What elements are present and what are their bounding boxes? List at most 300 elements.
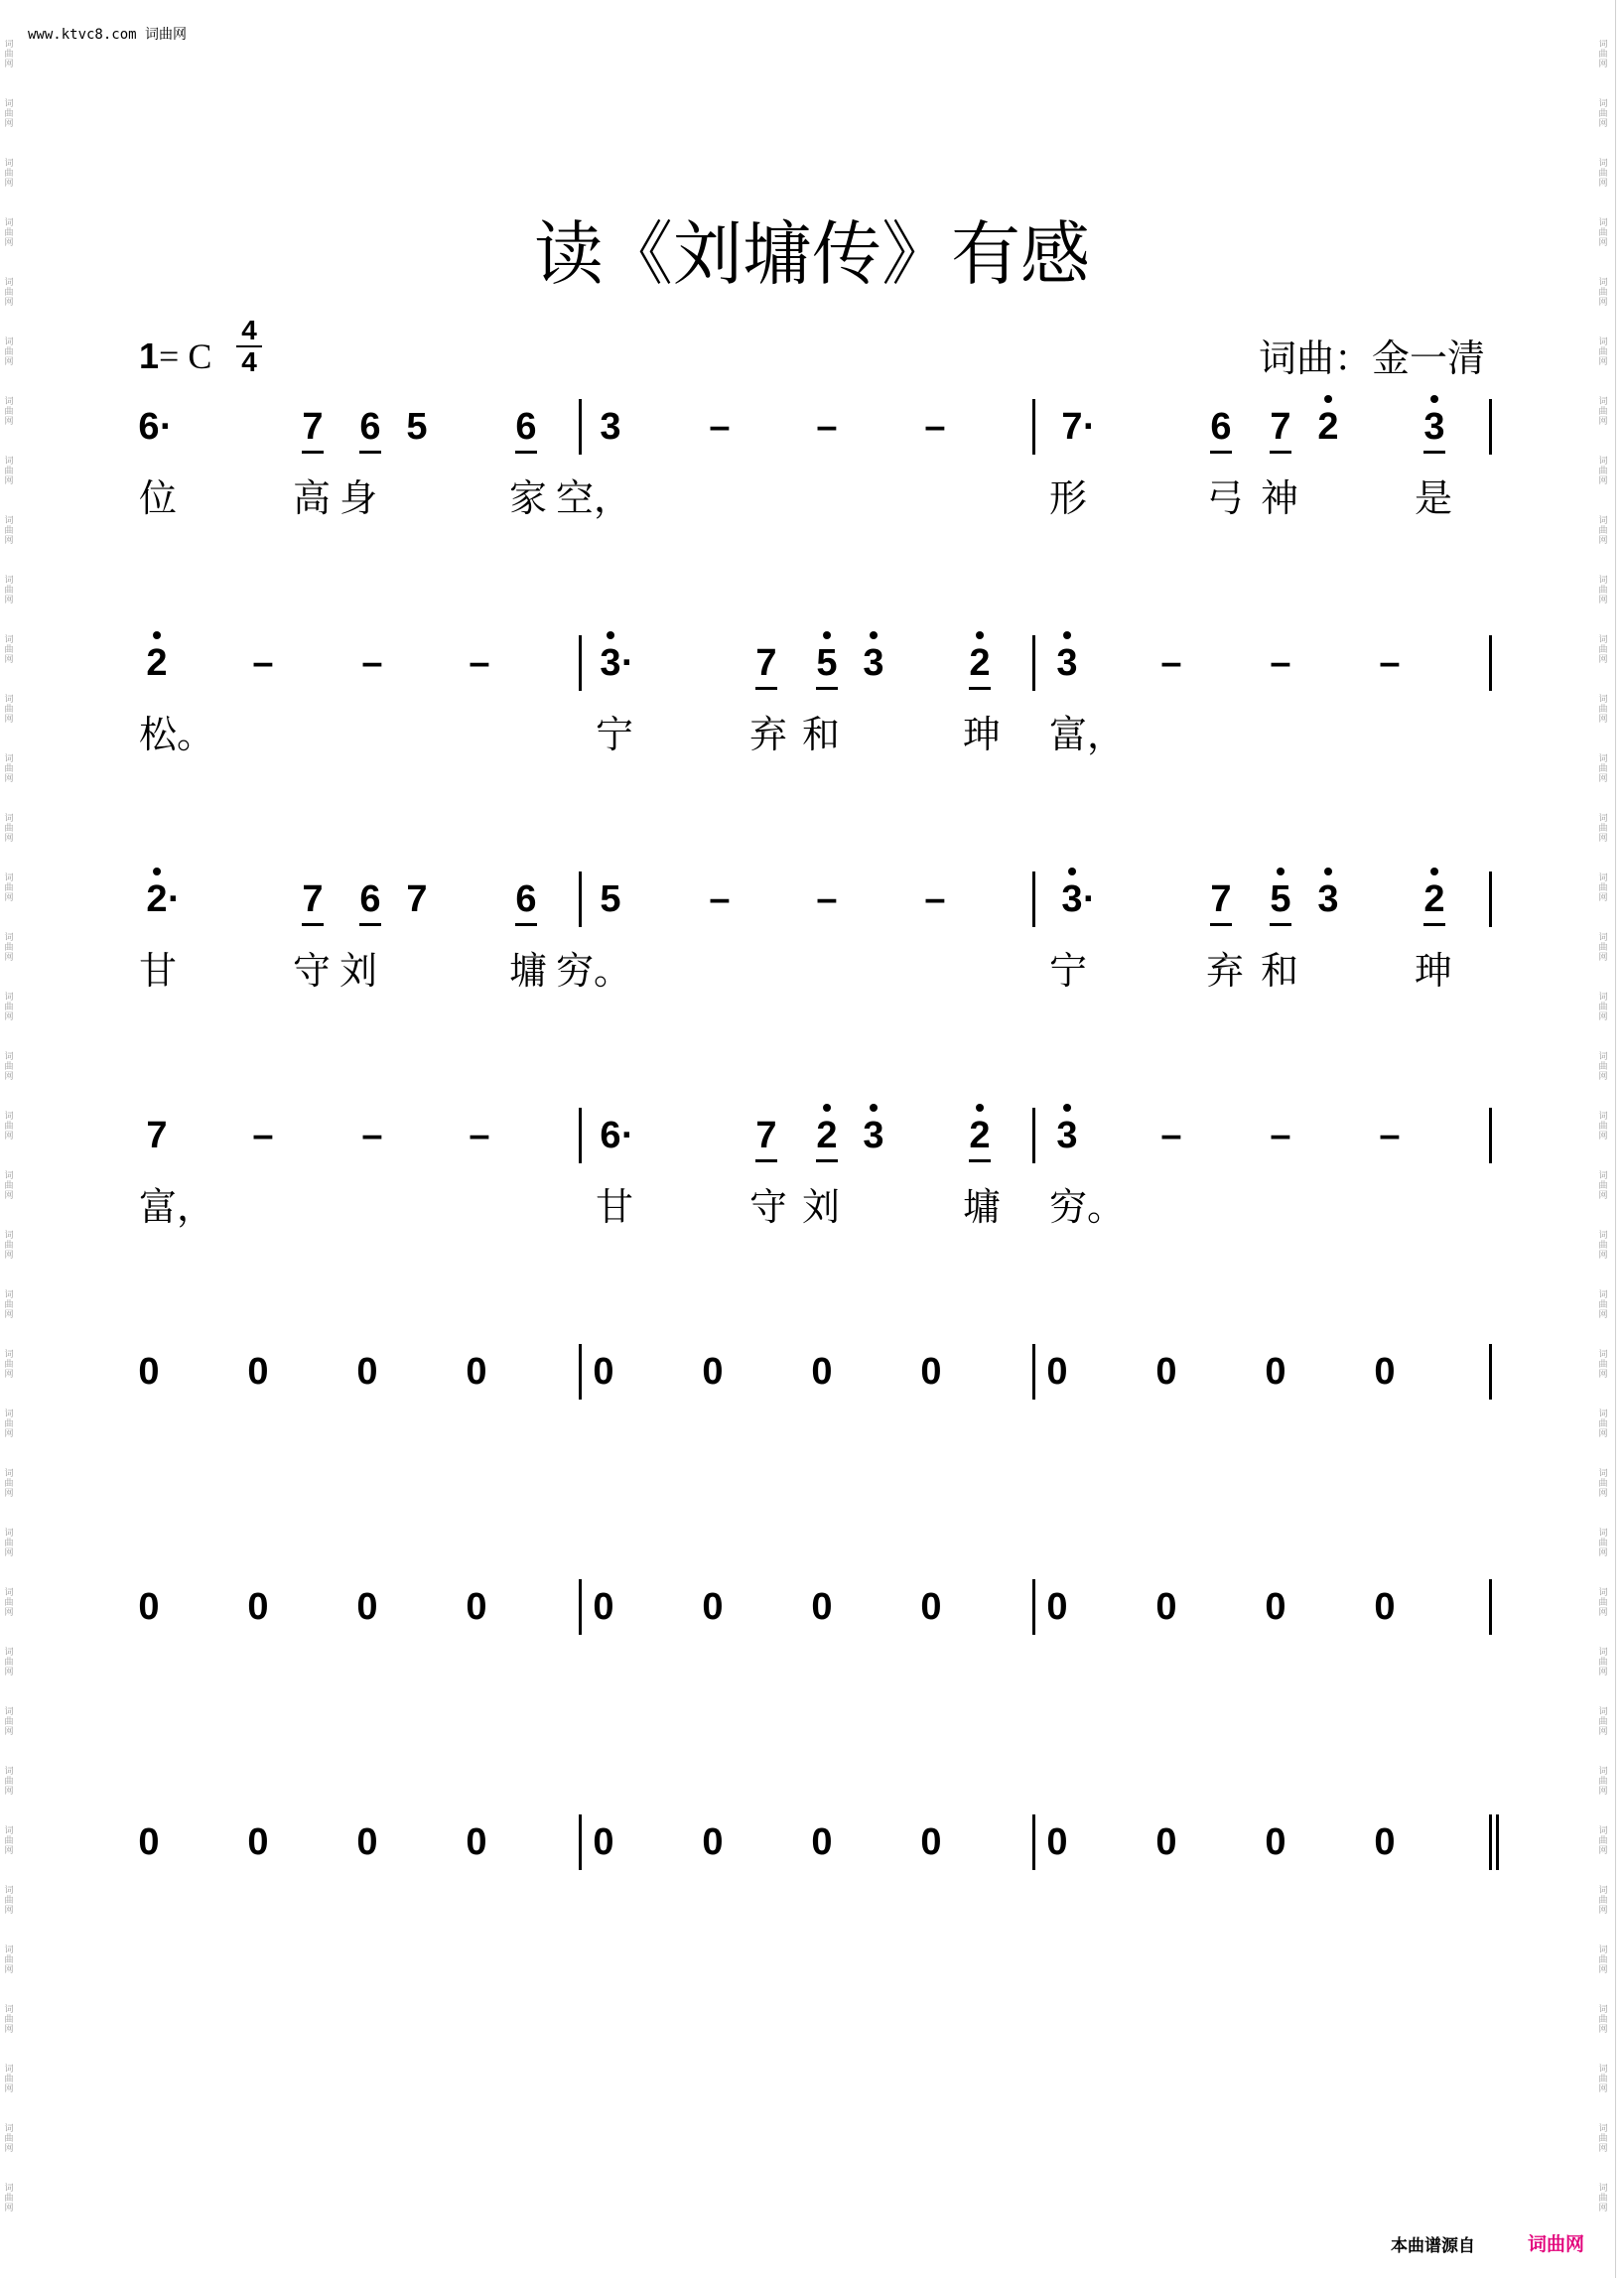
watermark-text: 词曲网 <box>1598 1469 1608 1499</box>
lyric-syllable: 松。 <box>139 713 215 756</box>
eighth-underline <box>1270 923 1291 926</box>
dash-note <box>695 405 744 449</box>
barline <box>579 1814 582 1870</box>
note <box>742 1114 791 1157</box>
note <box>849 619 898 685</box>
composer-credit: 词曲：金一清 <box>1258 336 1485 380</box>
page-edge-line <box>1615 0 1616 2278</box>
lyric-syllable: 弓 <box>1206 476 1245 520</box>
note-digit: 0 <box>466 1586 487 1628</box>
lyric-syllable: 刘 <box>802 1185 841 1229</box>
note-digit: 0 <box>1374 1821 1396 1863</box>
watermark-text: 词曲网 <box>4 993 14 1022</box>
eighth-underline <box>1270 451 1291 454</box>
note <box>688 1820 738 1864</box>
note-digit: 6 <box>359 406 381 448</box>
note-digit: 2 <box>969 1115 991 1156</box>
watermark-text: 词曲网 <box>1598 2124 1608 2154</box>
lyric-syllable: 刘 <box>339 949 378 993</box>
dash-note <box>1256 1114 1305 1157</box>
eighth-underline <box>816 1159 838 1162</box>
augmentation-dot: · <box>1083 878 1096 920</box>
octave-dot: • <box>152 619 162 650</box>
note <box>342 1585 392 1629</box>
note <box>342 1350 392 1394</box>
note <box>1042 1092 1092 1157</box>
dash-note <box>455 1114 504 1157</box>
dash-note <box>1365 1114 1415 1157</box>
watermark-text: 词曲网 <box>4 635 14 665</box>
time-signature-numerator: 4 <box>236 316 262 347</box>
note-digit: – <box>1270 1115 1291 1156</box>
note <box>233 1820 283 1864</box>
note <box>802 1092 852 1157</box>
note <box>1303 383 1353 449</box>
watermark-text: 词曲网 <box>4 1052 14 1082</box>
note-digit: 0 <box>920 1351 942 1393</box>
note <box>1303 856 1353 921</box>
note <box>288 405 338 449</box>
barline <box>1489 635 1492 691</box>
lyric-syllable: 穷。 <box>556 949 632 993</box>
note-digit: 0 <box>702 1821 724 1863</box>
note <box>849 1092 898 1157</box>
eighth-underline <box>969 687 991 690</box>
watermark-text: 词曲网 <box>4 40 14 69</box>
note <box>345 405 395 449</box>
watermark-text: 词曲网 <box>4 457 14 486</box>
watermark-text: 词曲网 <box>1598 218 1608 248</box>
note-digit: 6 <box>515 406 537 448</box>
barline <box>1489 1108 1492 1163</box>
watermark-text: 词曲网 <box>4 516 14 546</box>
augmentation-dot: · <box>168 878 181 920</box>
note-digit: 0 <box>811 1586 833 1628</box>
watermark-text: 词曲网 <box>4 1529 14 1558</box>
note <box>1251 1820 1300 1864</box>
note <box>1032 1350 1082 1394</box>
barline <box>579 1108 582 1163</box>
barline <box>579 635 582 691</box>
note <box>1142 1350 1191 1394</box>
watermark-text: 词曲网 <box>1598 1231 1608 1261</box>
note-digit: 0 <box>356 1821 378 1863</box>
note <box>1360 1585 1410 1629</box>
note <box>579 1585 628 1629</box>
dash-note <box>455 641 504 685</box>
watermark-text: 词曲网 <box>1598 814 1608 844</box>
note <box>1256 856 1305 921</box>
octave-dot: • <box>152 856 162 886</box>
lyric-syllable: 守 <box>293 949 332 993</box>
lyric-syllable: 和 <box>802 713 841 756</box>
note-digit: 0 <box>593 1821 614 1863</box>
note-digit: 2 <box>969 642 991 684</box>
watermark-text: 词曲网 <box>4 814 14 844</box>
dash-note <box>695 877 744 921</box>
note <box>586 405 635 449</box>
note-digit: 0 <box>466 1821 487 1863</box>
note-digit: – <box>469 1115 490 1156</box>
dash-note <box>347 641 397 685</box>
note-digit: 0 <box>138 1351 160 1393</box>
note-digit: – <box>361 642 383 684</box>
octave-dot: • <box>1067 856 1077 886</box>
note-digit: 7 <box>302 406 324 448</box>
note-digit: 0 <box>920 1586 942 1628</box>
watermark-text: 词曲网 <box>1598 99 1608 129</box>
eighth-underline <box>1210 923 1232 926</box>
note-digit: 2 <box>146 642 168 684</box>
watermark-text: 词曲网 <box>4 1112 14 1141</box>
watermark-text: 词曲网 <box>1598 278 1608 308</box>
note <box>688 1350 738 1394</box>
note-digit: 0 <box>356 1586 378 1628</box>
octave-dot: • <box>606 619 615 650</box>
note <box>1032 1820 1082 1864</box>
lyric-syllable: 珅 <box>963 713 1002 756</box>
note-digit: – <box>709 406 731 448</box>
note <box>132 619 182 685</box>
watermark-text: 词曲网 <box>1598 1112 1608 1141</box>
watermark-text: 词曲网 <box>4 1409 14 1439</box>
watermark-text: 词曲网 <box>1598 1350 1608 1380</box>
watermark-text: 词曲网 <box>4 1350 14 1380</box>
watermark-text: 词曲网 <box>1598 695 1608 725</box>
note <box>233 1585 283 1629</box>
note-digit: – <box>1379 1115 1401 1156</box>
note-digit: 0 <box>1374 1586 1396 1628</box>
lyric-syllable: 富， <box>139 1185 215 1229</box>
note <box>1032 1585 1082 1629</box>
watermark-text: 词曲网 <box>4 99 14 129</box>
lyric-syllable: 宁 <box>596 713 634 756</box>
key-name: = C <box>159 336 212 376</box>
note-digit: – <box>924 878 946 920</box>
note-digit: 5 <box>1270 878 1291 920</box>
site-url: www.ktvc8.com 词曲网 <box>28 27 188 43</box>
watermark-text: 词曲网 <box>4 159 14 189</box>
note-digit: 0 <box>593 1351 614 1393</box>
eighth-underline <box>302 923 324 926</box>
note <box>688 1585 738 1629</box>
note <box>342 1820 392 1864</box>
song-title: 读《刘墉传》有感 <box>534 213 1090 295</box>
note <box>1251 1585 1300 1629</box>
watermark-text: 词曲网 <box>4 1707 14 1737</box>
note-digit: 0 <box>811 1821 833 1863</box>
dash-note <box>1365 641 1415 685</box>
note-digit: 0 <box>1046 1586 1068 1628</box>
watermark-text: 词曲网 <box>4 2005 14 2035</box>
note-digit: – <box>361 1115 383 1156</box>
note-digit: 2 <box>1317 406 1339 448</box>
left-watermark-strip <box>2 40 16 2243</box>
lyric-syllable: 宁 <box>1049 949 1088 993</box>
watermark-text: 词曲网 <box>1598 1886 1608 1916</box>
watermark-text: 词曲网 <box>1598 1826 1608 1856</box>
lyric-syllable: 弃 <box>1206 949 1245 993</box>
note <box>1142 1585 1191 1629</box>
note-digit: 3 <box>1061 878 1083 920</box>
note-digit: 6 <box>138 406 160 448</box>
eighth-underline <box>515 451 537 454</box>
note-digit: 0 <box>593 1586 614 1628</box>
note-digit: 5 <box>406 406 428 448</box>
watermark-text: 词曲网 <box>1598 397 1608 427</box>
watermark-text: 词曲网 <box>1598 2184 1608 2213</box>
barline <box>1032 399 1035 455</box>
note <box>124 405 174 449</box>
watermark-text: 词曲网 <box>1598 457 1608 486</box>
note <box>1196 405 1246 449</box>
note-digit: 0 <box>466 1351 487 1393</box>
note <box>1410 856 1459 921</box>
lyric-syllable: 墉 <box>509 949 548 993</box>
note-digit: – <box>469 642 490 684</box>
augmentation-dot: · <box>160 406 173 448</box>
watermark-text: 词曲网 <box>1598 1767 1608 1797</box>
barline <box>1032 1344 1035 1400</box>
final-barline <box>1489 1814 1501 1870</box>
augmentation-dot: · <box>621 1115 634 1156</box>
watermark-text: 词曲网 <box>4 1171 14 1201</box>
note-digit: 0 <box>1155 1586 1177 1628</box>
note <box>233 1350 283 1394</box>
dash-note <box>347 1114 397 1157</box>
lyric-syllable: 形 <box>1049 476 1088 520</box>
eighth-underline <box>1423 451 1445 454</box>
octave-dot: • <box>822 1092 832 1123</box>
lyric-syllable: 位 <box>139 476 178 520</box>
note-digit: – <box>252 1115 274 1156</box>
watermark-text: 词曲网 <box>4 1767 14 1797</box>
key-degree: 1 <box>139 335 160 376</box>
watermark-text: 词曲网 <box>1598 1945 1608 1975</box>
note-digit: 5 <box>816 642 838 684</box>
note-digit: 3 <box>1056 642 1078 684</box>
watermark-text: 词曲网 <box>4 278 14 308</box>
note-digit: 7 <box>406 878 428 920</box>
watermark-text: 词曲网 <box>4 1469 14 1499</box>
note-digit: 3 <box>863 642 884 684</box>
eighth-underline <box>755 1159 777 1162</box>
barline <box>1032 1814 1035 1870</box>
watermark-text: 词曲网 <box>1598 2065 1608 2094</box>
watermark-text: 词曲网 <box>1598 1707 1608 1737</box>
watermark-text: 词曲网 <box>1598 635 1608 665</box>
note-digit: 3 <box>600 406 621 448</box>
watermark-text: 词曲网 <box>4 1826 14 1856</box>
watermark-text: 词曲网 <box>1598 1052 1608 1082</box>
octave-dot: • <box>1062 619 1072 650</box>
note-digit: 6 <box>1210 406 1232 448</box>
footer-brand-link[interactable]: 词曲网 <box>1527 2233 1584 2255</box>
eighth-underline <box>816 687 838 690</box>
note <box>288 877 338 921</box>
dash-note <box>910 405 960 449</box>
lyric-syllable: 富， <box>1049 713 1126 756</box>
watermark-text: 词曲网 <box>1598 993 1608 1022</box>
right-watermark-strip <box>1596 40 1610 2243</box>
note-digit: 2 <box>816 1115 838 1156</box>
note-digit: 0 <box>138 1821 160 1863</box>
note <box>452 1820 501 1864</box>
note-digit: 7 <box>1270 406 1291 448</box>
note-digit: 2 <box>1423 878 1445 920</box>
lyric-syllable: 高 <box>293 476 332 520</box>
lyric-syllable: 甘 <box>596 1185 634 1229</box>
eighth-underline <box>515 923 537 926</box>
note <box>906 1585 956 1629</box>
eighth-underline <box>302 451 324 454</box>
note <box>452 1350 501 1394</box>
footer-source-label: 本曲谱源自 <box>1391 2236 1475 2256</box>
note <box>501 877 551 921</box>
watermark-text: 词曲网 <box>4 218 14 248</box>
watermark-text: 词曲网 <box>4 2184 14 2213</box>
note-digit: 3 <box>1423 406 1445 448</box>
note <box>345 877 395 921</box>
note-digit: 0 <box>1265 1351 1286 1393</box>
watermark-text: 词曲网 <box>4 933 14 963</box>
lyric-syllable: 穷。 <box>1049 1185 1126 1229</box>
note-digit: 0 <box>1155 1351 1177 1393</box>
barline <box>579 871 582 927</box>
note <box>1360 1820 1410 1864</box>
note-digit: 0 <box>1265 1821 1286 1863</box>
note <box>124 1820 174 1864</box>
octave-dot: • <box>1323 856 1333 886</box>
note <box>906 1350 956 1394</box>
note-digit: 0 <box>920 1821 942 1863</box>
note <box>392 405 442 449</box>
note-digit: 3 <box>863 1115 884 1156</box>
octave-dot: • <box>822 619 832 650</box>
barline <box>1032 871 1035 927</box>
note-digit: 3 <box>600 642 621 684</box>
watermark-text: 词曲网 <box>1598 337 1608 367</box>
note <box>579 1350 628 1394</box>
watermark-text: 词曲网 <box>1598 1409 1608 1439</box>
barline <box>1489 1344 1492 1400</box>
lyric-syllable: 珅 <box>1415 949 1453 993</box>
note-digit: – <box>709 878 731 920</box>
watermark-text: 词曲网 <box>4 1886 14 1916</box>
note-digit: 0 <box>138 1586 160 1628</box>
dash-note <box>1147 1114 1196 1157</box>
lyric-syllable: 神 <box>1261 476 1299 520</box>
note-digit: 0 <box>356 1351 378 1393</box>
watermark-text: 词曲网 <box>1598 873 1608 903</box>
watermark-text: 词曲网 <box>1598 516 1608 546</box>
octave-dot: • <box>1276 856 1286 886</box>
note <box>1410 383 1459 449</box>
watermark-text: 词曲网 <box>4 576 14 605</box>
lyric-syllable: 空， <box>556 476 632 520</box>
note-digit: – <box>252 642 274 684</box>
watermark-text: 词曲网 <box>1598 1290 1608 1320</box>
note-digit: 6 <box>359 878 381 920</box>
dash-note <box>802 877 852 921</box>
watermark-text: 词曲网 <box>4 337 14 367</box>
note-digit: 7 <box>1210 878 1232 920</box>
eighth-underline <box>1423 923 1445 926</box>
note-digit: – <box>816 878 838 920</box>
watermark-text: 词曲网 <box>1598 40 1608 69</box>
dash-note <box>910 877 960 921</box>
watermark-text: 词曲网 <box>4 397 14 427</box>
note <box>1251 1350 1300 1394</box>
watermark-text: 词曲网 <box>1598 159 1608 189</box>
octave-dot: • <box>1429 383 1439 414</box>
note <box>1142 1820 1191 1864</box>
note-digit: – <box>1379 642 1401 684</box>
lyric-syllable: 身 <box>339 476 378 520</box>
watermark-text: 词曲网 <box>1598 2005 1608 2035</box>
octave-dot: • <box>975 1092 985 1123</box>
watermark-text: 词曲网 <box>4 2065 14 2094</box>
note-digit: 7 <box>302 878 324 920</box>
barline <box>1032 1108 1035 1163</box>
eighth-underline <box>359 451 381 454</box>
note-digit: – <box>1160 1115 1182 1156</box>
note-digit: 0 <box>702 1586 724 1628</box>
eighth-underline <box>969 1159 991 1162</box>
note <box>1196 877 1246 921</box>
note-digit: 2 <box>146 878 168 920</box>
dash-note <box>802 405 852 449</box>
note <box>586 1114 635 1157</box>
note-digit: – <box>924 406 946 448</box>
note <box>586 877 635 921</box>
note <box>802 619 852 685</box>
augmentation-dot: · <box>1083 406 1096 448</box>
note-digit: 0 <box>811 1351 833 1393</box>
note-digit: 7 <box>1061 406 1083 448</box>
barline <box>1489 399 1492 455</box>
note-digit: 7 <box>755 1115 777 1156</box>
note-digit: 0 <box>247 1351 269 1393</box>
watermark-text: 词曲网 <box>4 1648 14 1677</box>
lyric-syllable: 和 <box>1261 949 1299 993</box>
watermark-text: 词曲网 <box>4 873 14 903</box>
note <box>797 1820 847 1864</box>
note <box>586 619 635 685</box>
lyric-syllable: 墉 <box>963 1185 1002 1229</box>
watermark-text: 词曲网 <box>1598 576 1608 605</box>
watermark-text: 词曲网 <box>1598 754 1608 784</box>
note <box>797 1350 847 1394</box>
note-digit: 0 <box>247 1821 269 1863</box>
watermark-text: 词曲网 <box>1598 1529 1608 1558</box>
key-signature <box>139 335 211 377</box>
eighth-underline <box>755 687 777 690</box>
note <box>1047 856 1097 921</box>
barline <box>1489 871 1492 927</box>
barline <box>1032 1579 1035 1635</box>
watermark-text: 词曲网 <box>4 1945 14 1975</box>
note-digit: 5 <box>600 878 621 920</box>
octave-dot: • <box>869 1092 879 1123</box>
watermark-text: 词曲网 <box>4 2124 14 2154</box>
barline <box>1489 1579 1492 1635</box>
note-digit: 0 <box>1265 1586 1286 1628</box>
note-digit: 0 <box>247 1586 269 1628</box>
note <box>1042 619 1092 685</box>
note <box>579 1820 628 1864</box>
augmentation-dot: · <box>621 642 634 684</box>
